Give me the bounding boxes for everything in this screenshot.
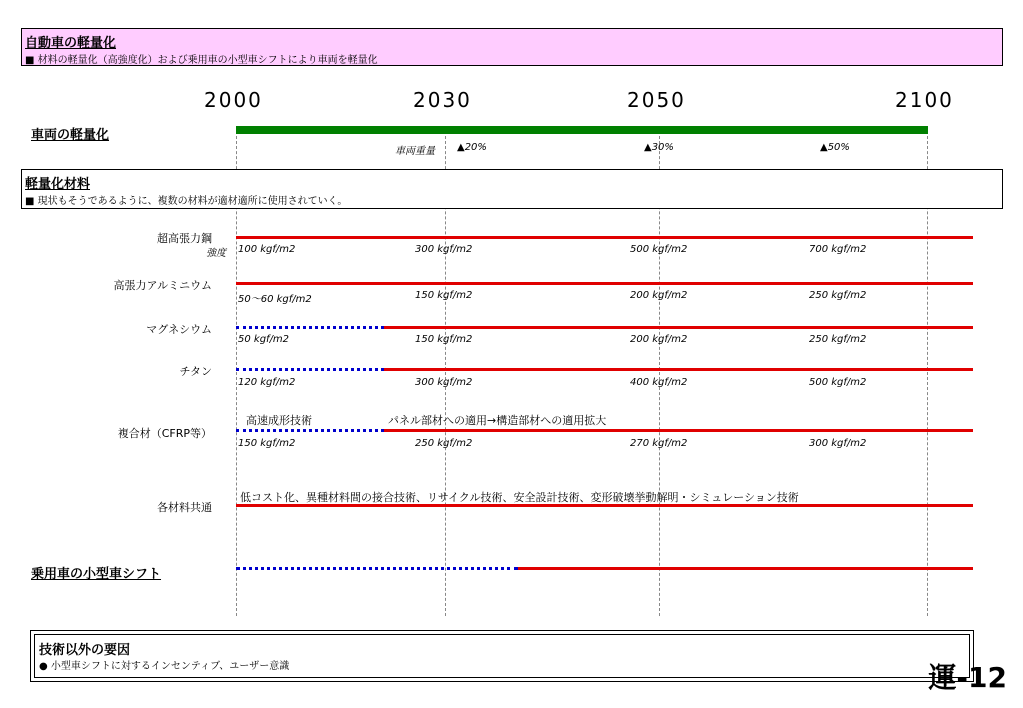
common-line (236, 504, 973, 507)
page-number: 運-12 (928, 661, 1007, 694)
header-box (21, 28, 1003, 66)
magnesium-value-2100: 250 kgf/m2 (809, 334, 867, 345)
composite-note-fast-molding: 高速成形技術 (246, 414, 312, 427)
steel-value-2100: 700 kgf/m2 (809, 244, 867, 255)
non-tech-item: ● 小型車シフトに対するインセンティブ、ユーザー意識 (39, 661, 290, 672)
materials-subtitle: ■ 現状もそうであるように、複数の材料が適材適所に使用されていく。 (25, 196, 348, 207)
titanium-value-2100: 500 kgf/m2 (809, 377, 867, 388)
header-subtitle: ■ 材料の軽量化（高強度化）および乗用車の小型車シフトにより車両を軽量化 (25, 55, 378, 66)
non-tech-box (30, 630, 974, 682)
vehicle-lightweight-bar (236, 126, 928, 134)
composite-note-application: パネル部材への適用→構造部材への適用拡大 (388, 414, 607, 427)
aluminum-value-2000: 50〜60 kgf/m2 (238, 294, 312, 305)
small-car-shift-dotted-line (236, 567, 518, 570)
reduction-2030: ▲20% (457, 142, 487, 153)
composite-value-2000: 150 kgf/m2 (238, 438, 296, 449)
year-2100: 2100 (895, 88, 954, 112)
vehicle-lightweight-label: 車両の軽量化 (31, 128, 110, 143)
row-label-common: 各材料共通 (157, 501, 212, 514)
magnesium-dotted-line (236, 326, 384, 329)
non-tech-title: 技術以外の要因 (39, 643, 131, 658)
steel-value-2030: 300 kgf/m2 (415, 244, 473, 255)
year-2000: 2000 (204, 88, 263, 112)
aluminum-value-2050: 200 kgf/m2 (630, 290, 688, 301)
magnesium-value-2000: 50 kgf/m2 (238, 334, 290, 345)
steel-value-2050: 500 kgf/m2 (630, 244, 688, 255)
reduction-2100: ▲50% (820, 142, 850, 153)
common-tech-note: 低コスト化、異種材料間の接合技術、リサイクル技術、安全設計技術、変形破壊挙動解明・シミュレーション技術 (240, 491, 799, 504)
vehicle-weight-label: 車両重量 (395, 146, 435, 157)
titanium-solid-line (384, 368, 973, 371)
year-2030: 2030 (413, 88, 472, 112)
row-label-titanium: チタン (179, 365, 212, 378)
titanium-value-2030: 300 kgf/m2 (415, 377, 473, 388)
row-label-magnesium: マグネシウム (146, 323, 212, 336)
titanium-dotted-line (236, 368, 384, 371)
small-car-shift-solid-line (518, 567, 973, 570)
row-label-aluminum: 高張力アルミニウム (113, 279, 212, 292)
materials-box (21, 169, 1003, 209)
magnesium-value-2030: 150 kgf/m2 (415, 334, 473, 345)
titanium-value-2000: 120 kgf/m2 (238, 377, 296, 388)
materials-title: 軽量化材料 (25, 177, 91, 192)
row-label-composite: 複合材（CFRP等） (117, 427, 212, 440)
composite-value-2050: 270 kgf/m2 (630, 438, 688, 449)
small-car-shift-label: 乗用車の小型車シフト (31, 567, 162, 582)
composite-value-2030: 250 kgf/m2 (415, 438, 473, 449)
non-tech-inner-frame (34, 634, 970, 678)
titanium-value-2050: 400 kgf/m2 (630, 377, 688, 388)
strength-prefix: 強度 (206, 248, 226, 259)
reduction-2050: ▲30% (644, 142, 674, 153)
composite-solid-line (384, 429, 973, 432)
composite-value-2100: 300 kgf/m2 (809, 438, 867, 449)
aluminum-value-2100: 250 kgf/m2 (809, 290, 867, 301)
header-title: 自動車の軽量化 (25, 36, 117, 51)
year-2050: 2050 (627, 88, 686, 112)
aluminum-line (236, 282, 973, 285)
magnesium-solid-line (384, 326, 973, 329)
aluminum-value-2030: 150 kgf/m2 (415, 290, 473, 301)
magnesium-value-2050: 200 kgf/m2 (630, 334, 688, 345)
steel-line (236, 236, 973, 239)
steel-value-2000: 100 kgf/m2 (238, 244, 296, 255)
composite-dotted-line (236, 429, 384, 432)
row-label-steel: 超高張力鋼 (157, 232, 212, 245)
